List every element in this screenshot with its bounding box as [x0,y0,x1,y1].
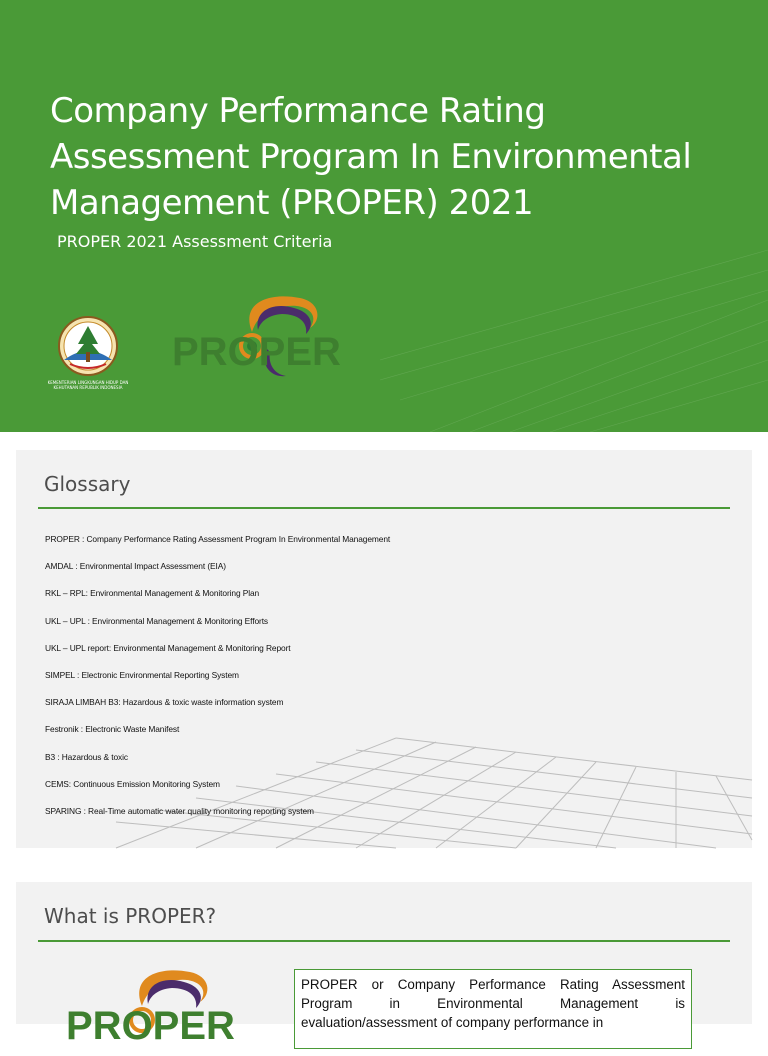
what-is-proper-slide [16,882,752,1048]
glossary-item: SIMPEL : Electronic Environmental Reporting System [45,669,239,680]
glossary-item: UKL – UPL report: Environmental Management & Monitoring Report [45,642,291,653]
glossary-item: SPARING : Real-Time automatic water quality monitoring reporting system [45,805,314,816]
glossary-slide [16,450,752,848]
glossary-item: UKL – UPL : Environmental Management & Monitoring Efforts [45,615,269,626]
glossary-item: RKL – RPL: Environmental Management & Monitoring Plan [45,588,260,599]
proper-logo-wordmark: PROPER [66,1004,235,1048]
glossary-list [45,534,390,833]
heading-divider [38,507,730,509]
glossary-item: CEMS: Continuous Emission Monitoring System [45,778,220,789]
proper-definition-box: PROPER or Company Performance Rating Assessment Program in Environmental Management is evaluation/assessment of company performance in [294,969,692,1049]
glossary-item: PROPER : Company Performance Rating Assessment Program In Environmental Management [45,534,391,544]
proper-logo [170,290,360,382]
proper-logo-wordmark: PROPER [172,330,341,374]
glossary-item: Festronik : Electronic Waste Manifest [45,724,180,735]
presentation-subtitle: PROPER 2021 Assessment Criteria [57,232,333,251]
glossary-item: B3 : Hazardous & toxic [45,751,128,762]
ministry-caption: KEMENTERIAN LINGKUNGAN HIDUP DAN KEHUTANAN REPUBLIK INDONESIA [47,380,129,390]
title-slide [0,0,768,432]
presentation-title: Company Performance Rating Assessment Program In Environmental Management (PROPER) 2021 [50,91,692,223]
what-is-proper-heading: What is PROPER? [44,904,217,928]
heading-divider [38,940,730,942]
proper-logo [60,964,250,1056]
glossary-item: SIRAJA LIMBAH B3: Hazardous & toxic waste information system [45,697,284,708]
glossary-heading: Glossary [44,472,131,496]
glossary-item: AMDAL : Environmental Impact Assessment (EIA) [45,561,226,572]
